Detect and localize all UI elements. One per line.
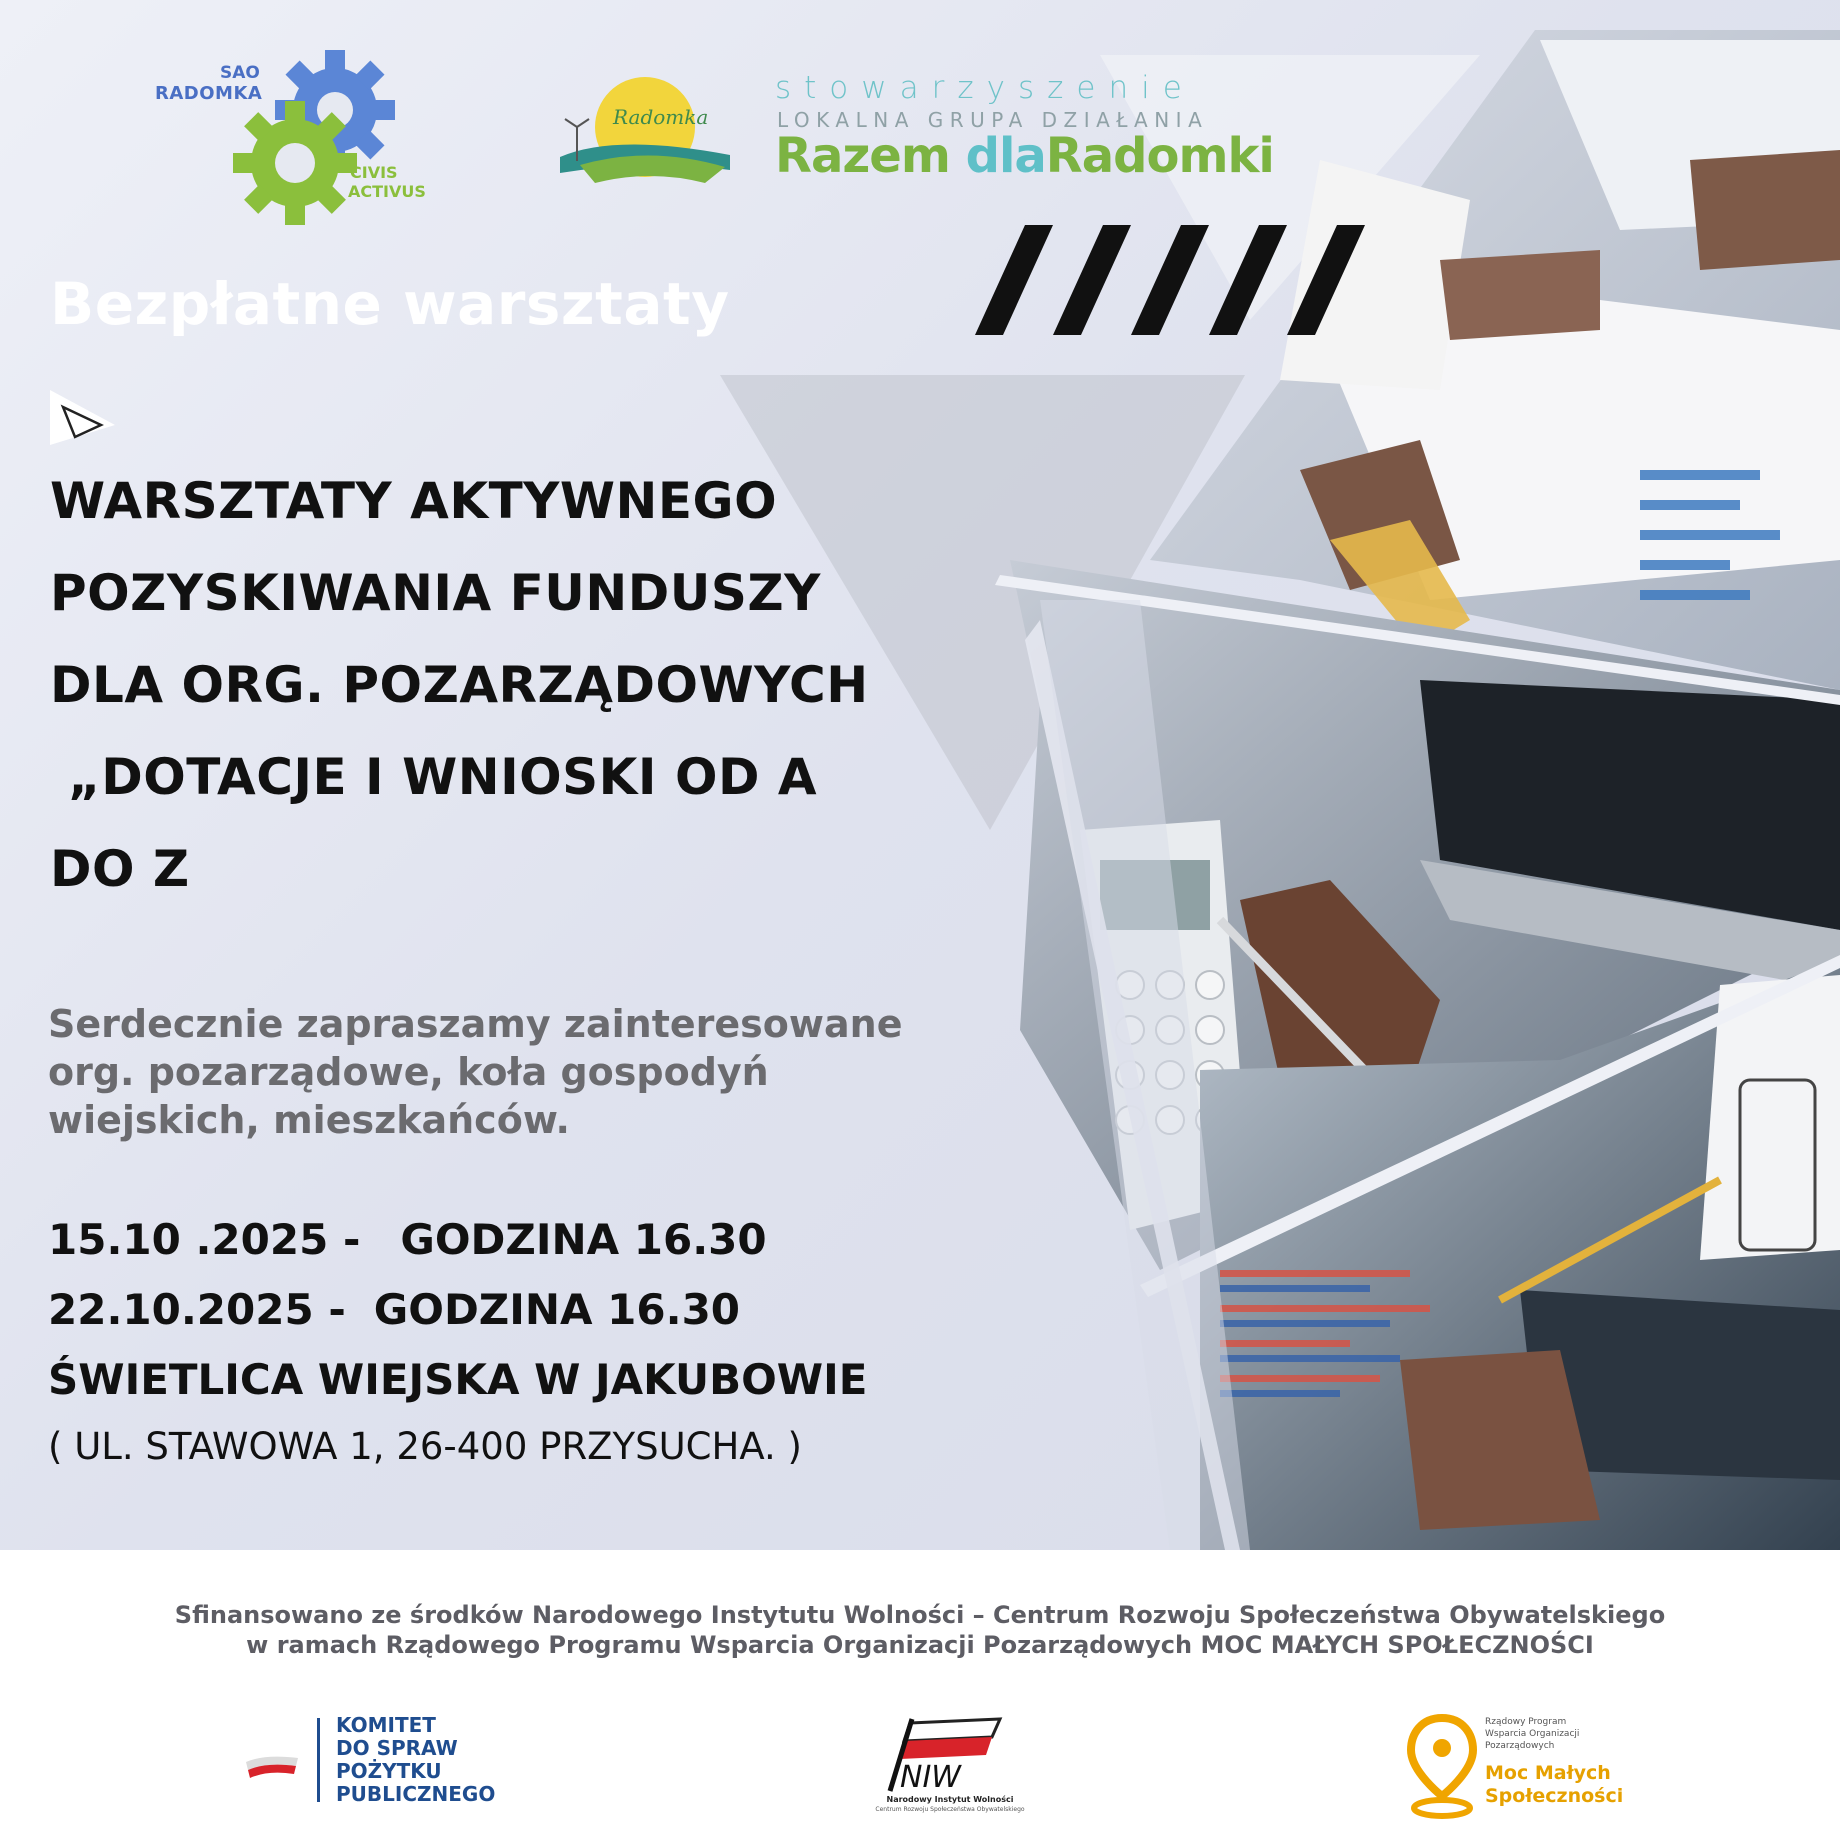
- schedule-row-2: [48, 1285, 740, 1334]
- venue-address: ( UL. STAWOWA 1, 26-400 PRZYSUCHA. ): [48, 1425, 802, 1468]
- funding-statement: [0, 1600, 1840, 1660]
- date: 15.10 .2025 -: [48, 1215, 361, 1264]
- time: GODZINA 16.30: [373, 1285, 741, 1334]
- subtitle: Bezpłatne warsztaty: [50, 270, 730, 338]
- mms-name: [1485, 1762, 1623, 1808]
- headline-line: POZYSKIWANIA FUNDUSZY: [50, 564, 821, 622]
- invite-line: wiejskich, mieszkańców.: [48, 1098, 570, 1142]
- niw-logo: [870, 1715, 1030, 1815]
- headline-line: WARSZTATY AKTYWNEGO: [50, 472, 778, 530]
- lgd-stowarzyszenie: stowarzyszenie: [775, 70, 1195, 106]
- location-pin-icon: [1405, 1710, 1480, 1820]
- venue: ŚWIETLICA WIEJSKA W JAKUBOWIE: [48, 1355, 868, 1404]
- lgd-word-radomki: Radomki: [1045, 128, 1274, 184]
- polish-flag-icon: [244, 1752, 300, 1780]
- kpp-line: POŻYTKU: [336, 1759, 442, 1783]
- lgd-name: [775, 128, 1274, 184]
- mms-program-line: Wsparcia Organizacji: [1485, 1729, 1580, 1739]
- headline: [50, 455, 1050, 915]
- niw-subtitle: Centrum Rozwoju Społeczeństwa Obywatelskiego: [875, 1806, 1025, 1813]
- niw-name: Narodowy Instytut Wolności: [886, 1795, 1014, 1804]
- kpp-line: DO SPRAW: [336, 1736, 458, 1760]
- sun-fields-icon: [555, 75, 735, 185]
- niw-flag-icon: [870, 1715, 1030, 1793]
- sao-label: SAO: [220, 63, 260, 83]
- radomka-logo: [555, 75, 735, 185]
- slash-stripes-icon: [975, 225, 1385, 335]
- moc-malych-spolecznosci-logo: [1405, 1710, 1645, 1820]
- triangle-outline-icon: [45, 385, 120, 450]
- niw-mark: NIW: [900, 1760, 961, 1793]
- funding-line: Sfinansowano ze środków Narodowego Instytutu Wolności – Centrum Rozwoju Społeczeństwa Obywatelskiego: [174, 1601, 1666, 1629]
- invite-line: Serdecznie zapraszamy zainteresowane: [48, 1002, 903, 1046]
- kpp-line: KOMITET: [336, 1713, 436, 1737]
- kpp-logo: [240, 1712, 540, 1807]
- mms-name-line: Społeczności: [1485, 1785, 1624, 1807]
- time: GODZINA 16.30: [400, 1215, 767, 1264]
- invitation-text: [48, 1000, 1068, 1144]
- lgd-lokalna-grupa: LOKALNA GRUPA DZIAŁANIA: [777, 108, 1209, 132]
- mms-program-line: Rządowy Program: [1485, 1717, 1567, 1727]
- headline-line: DLA ORG. POZARZĄDOWYCH: [50, 656, 869, 714]
- schedule-row-1: [48, 1215, 767, 1264]
- lgd-razem-dla-radomki-logo: [775, 70, 1275, 185]
- kpp-name: [336, 1714, 495, 1806]
- mms-program: [1485, 1716, 1579, 1752]
- civis-label: CIVIS: [350, 163, 398, 182]
- funding-line: w ramach Rządowego Programu Wsparcia Organizacji Pozarządowych MOC MAŁYCH SPOŁECZNOŚCI: [246, 1631, 1594, 1659]
- date: 22.10.2025 -: [48, 1285, 346, 1334]
- mms-program-line: Pozarządowych: [1485, 1741, 1555, 1751]
- invite-line: org. pozarządowe, koła gospodyń: [48, 1050, 769, 1094]
- radomka-label: RADOMKA: [155, 83, 263, 104]
- kpp-line: PUBLICZNEGO: [336, 1782, 496, 1806]
- mms-name-line: Moc Małych: [1485, 1762, 1611, 1784]
- headline-line: „DOTACJE I WNIOSKI OD A: [50, 748, 818, 806]
- headline-line: DO Z: [50, 840, 190, 898]
- activus-label: ACTIVUS: [348, 182, 426, 201]
- lgd-word-razem: Razem: [775, 128, 950, 184]
- footer: [0, 1550, 1840, 1840]
- kpp-divider: [317, 1718, 320, 1802]
- radomka-script: Radomka: [613, 105, 709, 129]
- sao-radomka-logo: [150, 45, 450, 225]
- lgd-word-dla: dla: [965, 128, 1046, 184]
